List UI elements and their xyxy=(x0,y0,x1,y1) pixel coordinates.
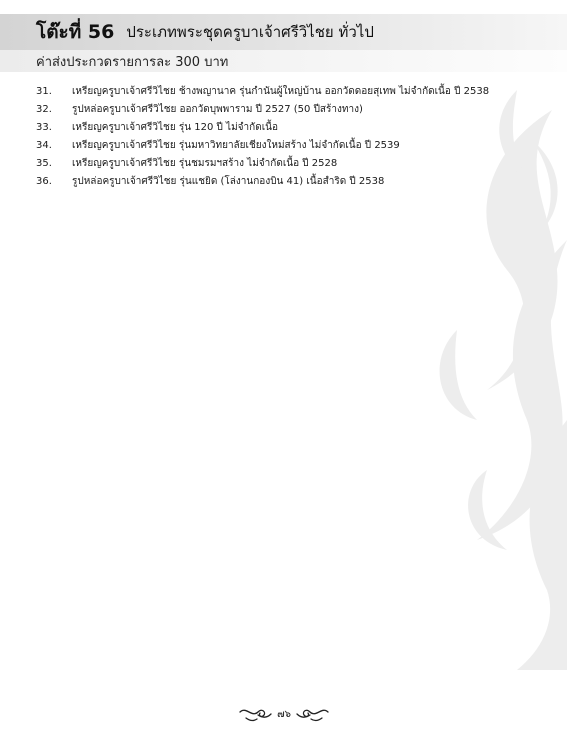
item-number: 34. xyxy=(36,140,52,151)
entry-fee-text: ค่าส่งประกวดรายการละ 300 บาท xyxy=(36,54,229,70)
item-description: รูปหล่อครูบาเจ้าศรีวิไชย รุ่นแชยิด (โล่งานกองบิน 41) เนื้อสำริด ปี 2538 xyxy=(72,176,385,187)
item-description: เหรียญครูบาเจ้าศรีวิไชย รุ่น 120 ปี ไม่จำกัดเนื้อ xyxy=(72,122,278,133)
list-item xyxy=(36,83,536,101)
item-description: รูปหล่อครูบาเจ้าศรีวิไชย ออกวัดบุพพาราม ปี 2527 (50 ปีสร้างทาง) xyxy=(72,104,363,115)
list-item xyxy=(36,101,536,119)
list-item xyxy=(36,173,536,191)
header-title-band xyxy=(0,14,567,50)
item-number: 31. xyxy=(36,86,52,97)
item-description: เหรียญครูบาเจ้าศรีวิไชย ช้างพญานาค รุ่นกำนันผู้ใหญ่บ้าน ออกวัดดอยสุเทพ ไม่จำกัดเนื้อ ปี 2538 xyxy=(72,86,490,97)
page-number: ๗๖ xyxy=(277,708,291,720)
entry-fee-band xyxy=(0,50,567,72)
list-item xyxy=(36,119,536,137)
page-header xyxy=(0,14,567,72)
entry-list xyxy=(36,83,536,191)
item-number: 33. xyxy=(36,122,52,133)
category-title: ประเภทพระชุดครูบาเจ้าศรีวิไชย ทั่วไป xyxy=(126,23,374,41)
item-number: 35. xyxy=(36,158,52,169)
item-description: เหรียญครูบาเจ้าศรีวิไชย รุ่นมหาวิทยาลัยเชียงใหม่สร้าง ไม่จำกัดเนื้อ ปี 2539 xyxy=(72,140,400,151)
list-item xyxy=(36,137,536,155)
list-item xyxy=(36,155,536,173)
table-number-title: โต๊ะที่ 56 xyxy=(36,21,115,43)
item-description: เหรียญครูบาเจ้าศรีวิไชย รุ่นชมรมฯสร้าง ไม่จำกัดเนื้อ ปี 2528 xyxy=(72,158,338,169)
page-footer xyxy=(238,703,330,725)
item-number: 36. xyxy=(36,176,52,187)
item-number: 32. xyxy=(36,104,52,115)
